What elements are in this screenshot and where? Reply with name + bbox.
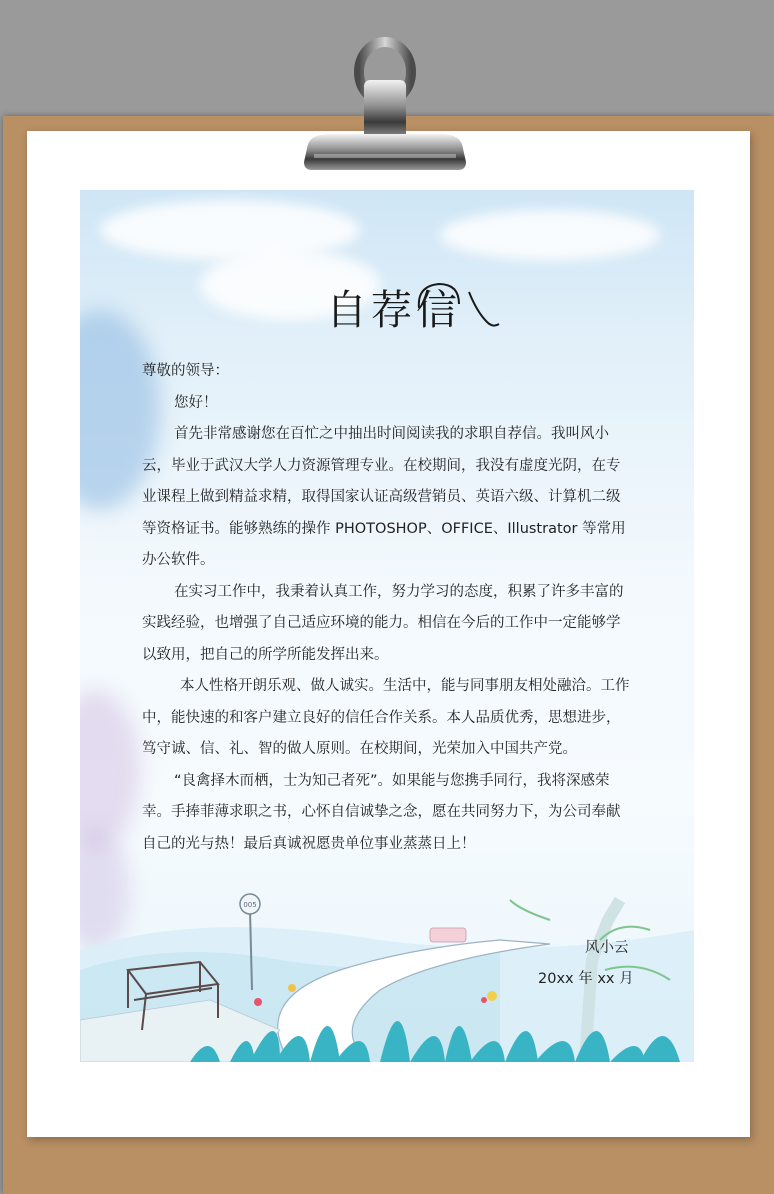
sign-post-label: 005 bbox=[243, 901, 257, 909]
paragraph: 在实习工作中，我秉着认真工作，努力学习的态度，积累了许多丰富的实践经验，也增强了自己适应环境的能力。相信在今后的工作中一定能够学以致用，把自己的所学所能发挥出来。 bbox=[142, 583, 624, 663]
letter-body bbox=[142, 356, 634, 860]
title-swash-decoration bbox=[415, 278, 515, 338]
binder-clip bbox=[290, 22, 480, 182]
greeting: 您好！ bbox=[174, 394, 218, 411]
letter-title: 自荐信 bbox=[326, 286, 461, 334]
cloud bbox=[440, 210, 660, 260]
letter-date: 20xx 年 xx 月 bbox=[538, 971, 634, 987]
salutation: 尊敬的领导： bbox=[142, 363, 229, 379]
paragraph: 首先非常感谢您在百忙之中抽出时间阅读我的求职自荐信。我叫风小云，毕业于武汉大学人力资源管理专业。在校期间，我没有虚度光阴，在专业课程上做到精益求精，取得国家认证高级营销员、英语六级、计算机二级等资格证书。能够熟练的操作 PHOTOSHOP、OFFICE、Illustrator 等常用办公软件。 bbox=[142, 426, 626, 568]
paragraph: 本人性格开朗乐观、做人诚实。生活中，能与同事朋友相处融洽。工作中，能快速的和客户建立良好的信任合作关系。本人品质优秀，思想进步，笃守诚、信、礼、智的做人原则。在校期间，光荣加入中国共产党。 bbox=[142, 678, 630, 757]
cloud bbox=[100, 200, 360, 260]
bus-icon bbox=[430, 928, 466, 942]
paragraph: “良禽择木而栖，士为知己者死”。如果能与您携手同行，我将深感荣幸。手捧菲薄求职之书，心怀自信诚挚之念，愿在共同努力下，为公司奉献自己的光与热！最后真诚祝愿贵单位事业蒸蒸日上！ bbox=[142, 772, 621, 852]
signature: 风小云 bbox=[585, 940, 629, 956]
blossom-tree bbox=[80, 690, 140, 850]
